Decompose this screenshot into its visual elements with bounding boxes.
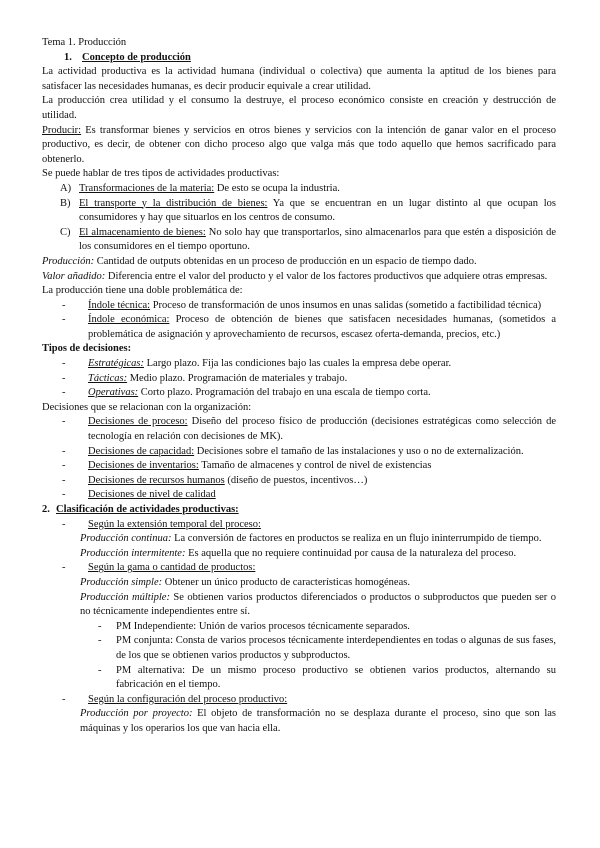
list-item: [42, 357, 556, 372]
term: Producir:: [42, 124, 82, 136]
list-item: [42, 488, 556, 503]
list-text: [79, 197, 556, 226]
definition: Tamaño de almacenes y control de nivel de existencias: [198, 460, 432, 472]
list-marker: -: [62, 693, 66, 705]
paragraph-problematica: La producción tiene una doble problemática de:: [42, 285, 243, 297]
group-item: [80, 547, 556, 562]
definition: Obtener un único producto de características homogéneas.: [162, 576, 410, 588]
definition: Se obtienen varios productos diferenciados o productos o subproductos que pueden ser o no técnicamente independientes entre sí.: [80, 591, 556, 618]
classification-group: [42, 693, 556, 708]
list-marker: -: [62, 358, 66, 370]
list-item: [42, 386, 556, 401]
list-marker: A): [60, 182, 72, 194]
list-marker: B): [60, 197, 71, 209]
list-item: [42, 620, 556, 635]
term: Producción por proyecto:: [80, 708, 193, 720]
term: Decisiones de recursos humanos: [88, 474, 225, 486]
list-marker: -: [62, 474, 66, 486]
term: El transporte y la distribución de bienes:: [79, 197, 268, 209]
list-text: [79, 182, 556, 197]
paragraph-crea-utilidad: La producción crea utilidad y el consumo la destruye, el proceso económico consiste en creación y destrucción de utilidad.: [42, 95, 556, 121]
list-marker: -: [62, 314, 66, 326]
section-1-heading: [64, 51, 556, 66]
section-title: Clasificación de actividades productivas:: [56, 504, 239, 515]
group-item: [80, 532, 556, 547]
group-item: [80, 707, 556, 736]
list-marker: -: [98, 664, 102, 676]
list-marker: -: [62, 416, 66, 428]
list-item: [42, 299, 556, 314]
list-text: [88, 415, 556, 444]
list-item: [60, 182, 556, 197]
activity-list: [42, 182, 556, 255]
indole-list: [42, 299, 556, 343]
list-text: PM alternativa: De un mismo proceso productivo se obtienen varios productos, alternando su fabricación en el tiempo.: [116, 664, 556, 691]
definition: Largo plazo. Fija las condiciones bajo las cuales la empresa debe operar.: [144, 358, 452, 370]
definition: Es aquella que no requiere continuidad por causa de la naturaleza del proceso.: [185, 547, 517, 559]
list-item: [42, 313, 556, 342]
list-marker: -: [98, 635, 102, 647]
document-title: Tema 1. Producción: [42, 37, 127, 48]
list-marker: -: [62, 299, 66, 311]
definition: Cantidad de outputs obtenidas en un proceso de producción en un espacio de tiempo dado.: [94, 255, 477, 267]
term: Estratégicas:: [88, 358, 144, 370]
tipos-decisiones-heading: Tipos de decisiones:: [42, 343, 132, 355]
definition: Proceso de obtención de bienes que satisfacen necesidades humanas, (sometidos a problemática de asignación y aprovechamiento de recursos, escasez oferta-demanda, precios, etc.): [88, 314, 557, 340]
definition: Medio plazo. Programación de materiales y trabajo.: [127, 372, 348, 384]
list-text: [88, 299, 556, 314]
list-text: [88, 474, 556, 489]
paragraph-producir: [42, 124, 556, 168]
term: Producción múltiple:: [80, 591, 170, 603]
definition: De esto se ocupa la industria.: [214, 182, 340, 194]
list-item: [42, 445, 556, 460]
org-list: [42, 415, 556, 503]
list-marker: -: [62, 445, 66, 457]
term: Transformaciones de la materia:: [79, 182, 215, 194]
list-text: [79, 226, 556, 255]
list-marker: -: [62, 372, 66, 384]
classification-group: [42, 518, 556, 533]
list-text: [88, 386, 556, 401]
list-marker: C): [60, 226, 71, 238]
definition: No solo hay que transportarlos, sino almacenarlos para que estén a disposición de los consumidores en el tiempo oportuno.: [79, 226, 556, 253]
list-text: PM Independiente: Unión de varios procesos técnicamente separados.: [116, 620, 410, 632]
definition: Proceso de transformación de unos insumos en unas salidas (sometido a factibilidad técnica): [150, 299, 542, 311]
definition: Corto plazo. Programación del trabajo en una escala de tiempo corta.: [138, 387, 431, 399]
list-item: [42, 415, 556, 444]
paragraph-decisiones-organizacion: Decisiones que se relacionan con la organización:: [42, 401, 252, 413]
list-item: [42, 459, 556, 474]
term: Índole técnica:: [88, 299, 151, 311]
paragraph-tipos-actividades: Se puede hablar de tres tipos de actividades productivas:: [42, 168, 280, 180]
list-item: [42, 634, 556, 663]
term: Tácticas:: [88, 372, 128, 384]
definition: La conversión de factores en productos se realiza en un flujo ininterrumpido de tiempo.: [171, 533, 542, 545]
list-marker: -: [62, 489, 66, 501]
tipos-list: [42, 357, 556, 401]
term: Producción simple:: [80, 576, 163, 588]
list-text: [88, 488, 556, 503]
term: Decisiones de inventarios:: [88, 460, 199, 472]
term: Índole económica:: [88, 314, 170, 326]
section-number: 1.: [64, 51, 72, 63]
definition: El objeto de transformación no se desplaza durante el proceso, sino que son las máquinas y los operarios los que van hacia ella.: [80, 708, 556, 734]
group-item: [80, 576, 556, 591]
definition: Decisiones sobre el tamaño de las instalaciones y uso o no de externalización.: [194, 445, 524, 457]
list-marker: -: [62, 518, 66, 530]
list-text: [88, 445, 556, 460]
list-text: [88, 357, 556, 372]
term: Valor añadido:: [42, 270, 106, 282]
group-title: Según la configuración del proceso productivo:: [88, 693, 288, 705]
list-text: [88, 459, 556, 474]
definition: Es transformar bienes y servicios en otros bienes y servicios con la intención de ganar valor en el proceso productivo, es decir, de obtener con dicho proceso algo que valga más que todo aquello que hemos sacrificado para obtenerlo.: [42, 124, 556, 165]
group-item: [80, 591, 556, 620]
list-item: [42, 474, 556, 489]
section-number: 2.: [42, 504, 50, 515]
term: Producción intermitente:: [80, 547, 186, 559]
list-item: [60, 197, 556, 226]
paragraph-valor-anadido: [42, 270, 556, 285]
section-2-heading: [42, 503, 556, 518]
list-marker: -: [62, 562, 66, 574]
group-title: Según la gama o cantidad de productos:: [88, 562, 256, 574]
list-marker: -: [62, 387, 66, 399]
group-title: Según la extensión temporal del proceso:: [88, 518, 261, 530]
section-title: Concepto de producción: [82, 51, 191, 63]
term: Decisiones de capacidad:: [88, 445, 195, 457]
list-text: PM conjunta: Consta de varios procesos técnicamente interdependientes en todas o algunas de sus fases, de los que se obtienen varios productos y subproductos.: [116, 635, 556, 661]
term: Operativas:: [88, 387, 139, 399]
term: Producción continua:: [80, 533, 172, 545]
list-text: [88, 313, 556, 342]
list-item: [42, 372, 556, 387]
term: El almacenamiento de bienes:: [79, 226, 206, 238]
definition: Ya que se encuentran en un lugar distinto al que ocupan los consumidores y hay que situarlos en los centros de consumo.: [79, 197, 556, 224]
list-item: [60, 226, 556, 255]
definition: Diferencia entre el valor del producto y el valor de los factores productivos que adquiere otras empresas.: [105, 270, 548, 282]
definition: Diseño del proceso físico de producción (decisiones estratégicas como selección de tecnología en relación con decisiones de MK).: [88, 416, 556, 443]
paragraph-actividad-productiva: La actividad productiva es la actividad humana (individual o colectiva) que aumenta la aptitud de los bienes para satisfacer las necesidades humanas, es decir producir equivale a crear utilidad.: [42, 66, 556, 92]
term: Producción:: [42, 255, 95, 267]
term: Decisiones de proceso:: [88, 416, 188, 428]
definition: (diseño de puestos, incentivos…): [224, 474, 368, 486]
list-text: [88, 372, 556, 387]
term: Decisiones de nivel de calidad: [88, 489, 216, 501]
list-marker: -: [98, 620, 102, 632]
list-item: [42, 664, 556, 693]
classification-group: [42, 561, 556, 576]
list-marker: -: [62, 460, 66, 472]
paragraph-produccion: [42, 255, 556, 270]
pm-list: [42, 620, 556, 693]
